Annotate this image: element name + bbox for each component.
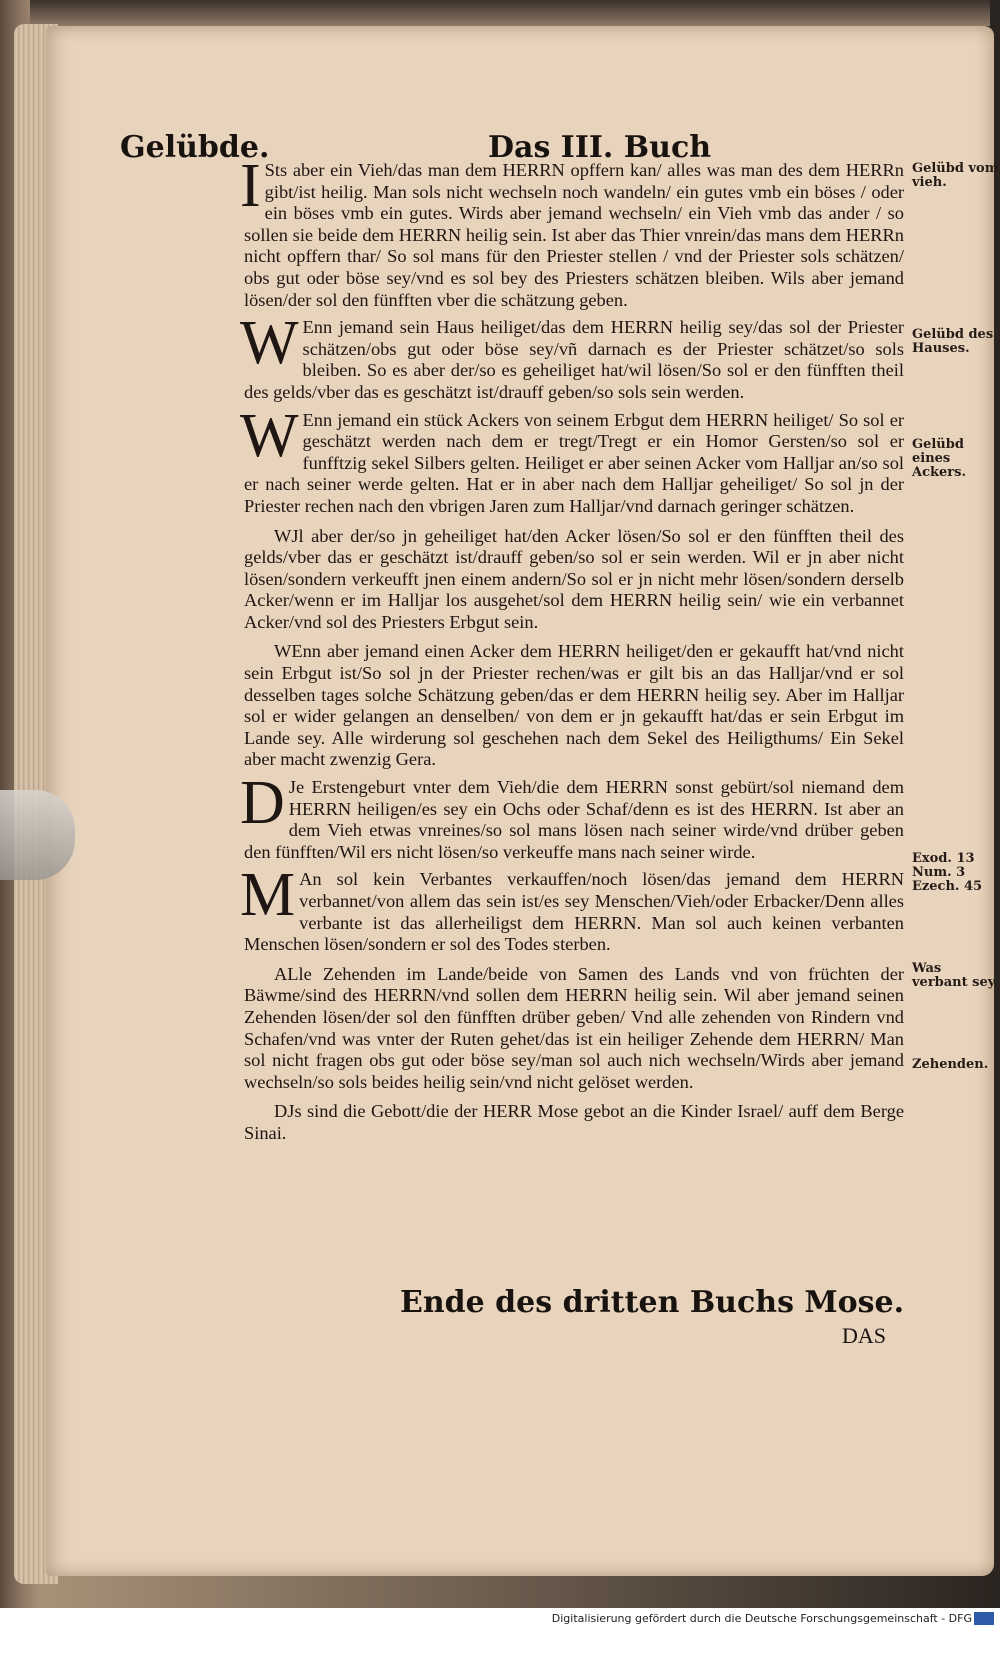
paragraph-text: DJs sind die Gebott/die der HERR Mose gebot an die Kinder Israel/ auff dem Berge Sinai.	[244, 1101, 904, 1143]
margin-note: Gelübd vom vieh.	[912, 161, 999, 190]
paragraph	[240, 769, 904, 863]
paragraph	[244, 526, 904, 634]
footer-credit: Digitalisierung gefördert durch die Deutsche Forschungsgemeinschaft - DFG	[551, 1612, 972, 1625]
book-top-edge	[30, 0, 990, 26]
dropcap: D	[240, 769, 285, 838]
margin-note: Was verbant sey.	[912, 961, 999, 990]
end-title: Ende des dritten Buchs Mose.	[400, 1285, 905, 1320]
margin-note: Exod. 13 Num. 3 Ezech. 45	[912, 851, 983, 894]
paragraph-text: An sol kein Verbantes verkauffen/noch lösen/das jemand dem HERRN verbannet/von allem das sein ist/es sey Menschen/Vieh/oder Erbacker/Denn alles verbante ist das allerheiligst dem HERRN. Man sol auch keinen verbanten Menschen lösen/sondern er sol des Todes sterben.	[244, 869, 904, 955]
paragraph	[244, 964, 904, 1094]
page-title: Das III. Buch	[488, 130, 712, 165]
margin-note: Gelübd des Hauses.	[912, 327, 994, 356]
paragraph	[244, 1101, 904, 1144]
left-running-head: Gelübde.	[120, 130, 270, 165]
dfg-logo-icon	[974, 1612, 994, 1625]
body-text	[240, 152, 904, 1145]
paragraph-text: Enn jemand ein stück Ackers von seinem Erbgut dem HERRN heiliget/ So sol er geschätzt werden nach dem er tregt/Tregt er ein Homor Gersten/so sol er funfftzig sekel Silbers gelten. Heiliget er aber seinen Acker vom Halljar an/so sol er nach seiner werde gelten. Hat er in aber nach dem Halljar geheiliget/ So sol jn der Priester rechen nach den vbrigen Jaren zum Halljar/vnd darnach geringer schätzen.	[244, 409, 904, 516]
dropcap: W	[240, 401, 299, 470]
paragraph	[240, 861, 904, 955]
paragraph	[244, 641, 904, 771]
dropcap: M	[240, 861, 296, 930]
paragraph-text: WEnn aber jemand einen Acker dem HERRN heiliget/den er gekaufft hat/vnd nicht sein Erbgut ist/So sol jn der Priester rechen/was er gilt bis an das Halljar/vnd er sol desselben tages solche Schätzung geben/das er dem HERRN heilig sey. Aber im Halljar sol er wider gelangen an denselben/ von dem er jn gekaufft hat/das er sein Erbgut im Lande sey. Alle wirderung sol geschehen nach dem Sekel des Heiligthums/ Ein Sekel aber macht zwenzig Gera.	[244, 641, 904, 770]
paragraph-text: WJl aber der/so jn geheiliget hat/den Acker lösen/So sol er den fünfften theil des gelds/vber das er geschätzt ist/drauff geben/so sol er sein werden. Wil er jn aber nicht lösen/sondern verkeufft jnen einem andern/So sol er jn nicht mehr lösen/sondern derselb Acker/wenn er im Halljar los ausgehet/sol dem HERRN heilig sein/ wie ein verbannet Acker/vnd sol des Priesters Erbgut sein.	[244, 525, 904, 632]
paragraph	[240, 309, 904, 403]
margin-note: Gelübd eines Ackers.	[912, 437, 966, 480]
paragraph-text: Je Erstengeburt vnter dem Vieh/die dem HERRN sonst gebürt/sol niemand dem HERRN heiligen/es sey ein Ochs oder Schaf/denn es ist des HERRN. Ist aber an dem Vieh etwas vnreines/so sol mans lösen nach seiner wirde/vnd drüber geben den fünfften/Wil ers nicht lösen/so verkeuffe mans nach seiner wirde.	[244, 777, 904, 862]
dropcap: I	[240, 152, 261, 220]
footer-bar	[0, 1608, 1000, 1670]
book-clip	[0, 790, 75, 880]
paragraph-text: Enn jemand sein Haus heiliget/das dem HERRN heilig sey/das sol der Priester schätzen/obs gut oder böse sey/vñ darnach es der Priester schätzet/so sols bleiben. So es aber der/so es geheiliget hat/wil lösen/So sol er den fünfften theil des gelds/vber das es geschätzt ist/drauff geben/so sols sein werden.	[244, 317, 904, 402]
margin-note: Zehenden.	[912, 1057, 989, 1072]
paragraph-text: Sts aber ein Vieh/das man dem HERRN opffern kan/ alles was man des dem HERRn gibt/ist heilig. Man sols nicht wechseln noch wandeln/ ein gutes vmb ein böses / oder ein böses vmb ein gutes. Wirds aber jemand wechseln/ ein Vieh vmb das ander / so sollen sie beide dem HERRN heilig sein. Ist aber das Thier vnrein/das mans dem HERRn nicht opffern thar/ So sol mans für den Priester stellen / vnd der Priester sols schätzen/ obs gut oder böse sey/vnd es sol bey des Priesters schätzen bleiben. Wils aber jemand lösen/der sol den fünfften vber die schätzung geben.	[244, 160, 904, 310]
catchword: DAS	[842, 1323, 887, 1348]
paragraph	[240, 152, 904, 311]
paragraph-text: ALle Zehenden im Lande/beide von Samen des Lands vnd von früchten der Bäwme/sind des HERRN/vnd sollen dem HERRN heilig sein. Wil aber jemand seinen Zehenden lösen/der sol den fünfften drüber geben/ Vnd alle zehenden von Rindern vnd Schafen/vnd was vnter der Ruten gehet/das ist ein heiliger Zehende dem HERRN/ Man sol nicht fragen obs gut oder böse sey/man sol auch nich wechseln/Wirds aber jemand wechseln/so sols beides heilig sein/vnd nicht gelöset werden.	[244, 963, 904, 1092]
paragraph	[240, 401, 904, 518]
dropcap: W	[240, 309, 299, 378]
